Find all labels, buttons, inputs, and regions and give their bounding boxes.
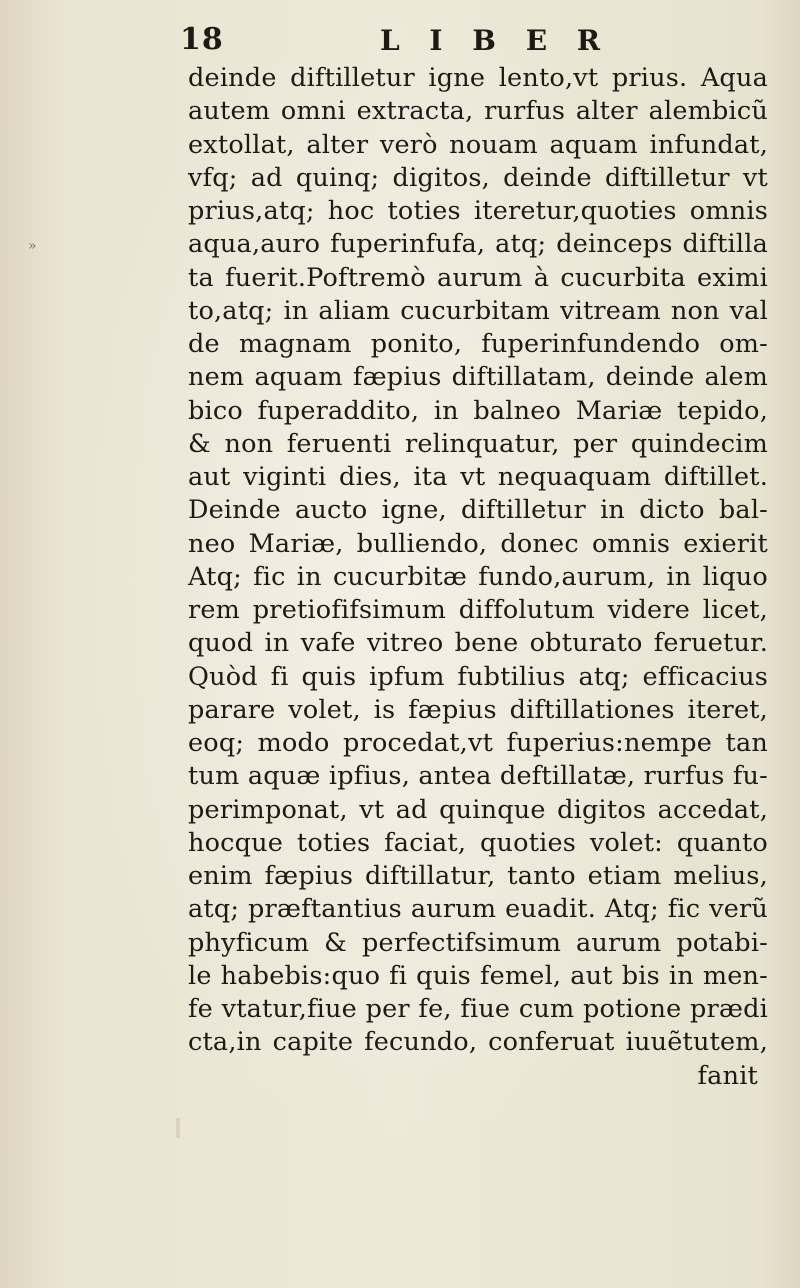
text-line: extollat, alter verò nouam aquam infundat, xyxy=(188,129,768,160)
text-line: de magnam ponito, fuperinfundendo om- xyxy=(188,329,768,359)
text-line: aqua,auro fuperinfufa, atq; deinceps diftilla xyxy=(188,229,768,260)
text-line: Deinde aucto igne, diftilletur in dicto bal- xyxy=(188,495,768,526)
text-line: prius,atq; hoc toties iteretur,quoties omnis xyxy=(188,196,768,226)
text-line: eoq; modo procedat,vt fuperius:nempe tan xyxy=(188,728,768,758)
text-line: enim fæpius diftillatur, tanto etiam melius, xyxy=(188,861,768,891)
body-text xyxy=(188,62,768,1093)
text-line: perimponat, vt ad quinque digitos accedat, xyxy=(188,794,768,825)
text-line: nem aquam fæpius diftillatam, deinde alem xyxy=(188,362,768,393)
text-line: aut viginti dies, ita vt nequaquam diftillet. xyxy=(188,462,768,492)
paper-mark xyxy=(176,1118,180,1138)
text-line: cta,in capite fecundo, conferuat iuuẽtutem, xyxy=(188,1027,768,1058)
text-line: autem omni extracta, rurfus alter alembicũ xyxy=(188,96,768,127)
catchword: fanit xyxy=(697,1060,758,1091)
text-line: rem pretiofifsimum diffolutum videre licet, xyxy=(188,595,768,625)
text-line: ta fuerit.Poftremò aurum à cucurbita eximi xyxy=(188,262,768,293)
running-head: L I B E R xyxy=(380,24,611,57)
text-line: tum aquæ ipfius, antea deftillatæ, rurfus fu- xyxy=(188,761,768,792)
text-line: & non feruenti relinquatur, per quindecim xyxy=(188,428,768,459)
text-line: Atq; fic in cucurbitæ fundo,aurum, in liquo xyxy=(188,561,768,592)
text-line: neo Mariæ, bulliendo, donec omnis exierit xyxy=(188,528,768,559)
text-line: le habebis:quo fi quis femel, aut bis in men- xyxy=(188,960,768,991)
text-line: bico fuperaddito, in balneo Mariæ tepido, xyxy=(188,395,768,426)
text-line: atq; præftantius aurum euadit. Atq; fic verũ xyxy=(188,894,768,925)
text-line: Quòd fi quis ipfum fubtilius atq; efficacius xyxy=(188,661,768,692)
text-line: phyficum & perfectifsimum aurum potabi- xyxy=(188,927,768,958)
margin-mark: » xyxy=(28,238,37,254)
text-line: quod in vafe vitreo bene obturato feruetur. xyxy=(188,628,768,659)
text-line: fe vtatur,fiue per fe, fiue cum potione prædi xyxy=(188,994,768,1024)
text-line: to,atq; in aliam cucurbitam vitream non val xyxy=(188,295,768,326)
text-line: deinde diftilletur igne lento,vt prius. Aqua xyxy=(188,63,768,93)
text-line: hocque toties faciat, quoties volet: quanto xyxy=(188,827,768,858)
page-number: 18 xyxy=(180,22,224,57)
text-line: parare volet, is fæpius diftillationes iteret, xyxy=(188,694,768,725)
text-line: vfq; ad quinq; digitos, deinde diftilletur vt xyxy=(188,162,768,193)
page-header xyxy=(180,22,620,62)
